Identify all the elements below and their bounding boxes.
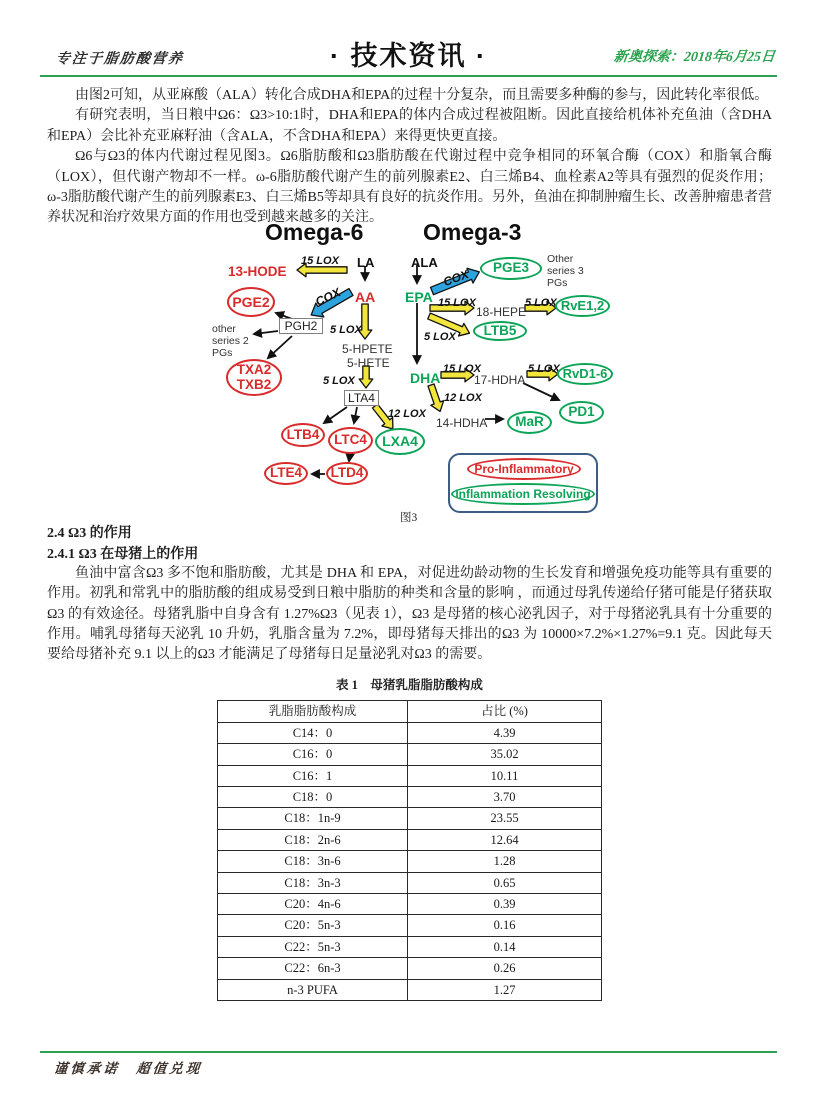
other-series2-line2: series 2 <box>212 334 249 347</box>
node-ltb5: LTB5 <box>473 321 527 341</box>
enzyme-5lox-icon: 5 LOX <box>323 374 355 387</box>
section-heading-2-4-1: 2.4.1 Ω3 在母猪上的作用 <box>47 546 199 562</box>
node-5-hete: 5-HETE <box>347 355 390 370</box>
table-cell: 3.70 <box>408 786 602 807</box>
figure-omega-pathways <box>195 217 635 522</box>
table-cell: 0.39 <box>408 893 602 914</box>
table-cell: C20：5n-3 <box>218 915 408 936</box>
table-cell: C18：3n-3 <box>218 872 408 893</box>
table-cell: C16：1 <box>218 765 408 786</box>
table-cell: C18：3n-6 <box>218 851 408 872</box>
table-caption: 表 1 母猪乳脂脂肪酸构成 <box>336 677 483 692</box>
table-row <box>218 722 602 743</box>
node-txa2: TXA2 <box>236 362 272 378</box>
node-lxa4: LXA4 <box>375 428 425 455</box>
table-cell: 10.11 <box>408 765 602 786</box>
paragraph-sow-milk: 鱼油中富含Ω3 多不饱和脂肪酸，尤其是 DHA 和 EPA，对促进幼龄动物的生长发育和增强免疫功能等具有重要的作用。初乳和常乳中的脂肪酸的组成易受到日粮中脂肪的种类和含量的影响 ，而通过母乳传递给仔猪可能是仔猪获取Ω3 的有效途径。母猪乳脂中自身含有 1.27%Ω3（见表 1），Ω3 是母猪的核心泌乳因子，对于母猪泌乳具有十分重要的作用。哺乳母猪每天泌乳 10 升奶，乳脂含量为 7.2%，即母猪每天排出的Ω3 为 10000×7.2%×1.27%=9.1 克。因此每天要给母猪补充 9.1 以上的Ω3 才能满足了母猪每日足量泌乳对Ω3 的需要。 <box>47 565 772 663</box>
table-cell: C18：2n-6 <box>218 829 408 850</box>
table-row <box>218 936 602 957</box>
node-dha: DHA <box>410 369 441 386</box>
node-txa2-txb2 <box>226 359 282 396</box>
node-other-series3 <box>547 253 584 289</box>
figure-caption: 图3 <box>400 511 418 524</box>
node-mar: MaR <box>507 411 552 434</box>
table-header-cell: 乳脂脂肪酸构成 <box>218 701 408 722</box>
footer-slogan: 谨慎承诺 超值兑现 <box>53 1061 204 1076</box>
enzyme-5lox-icon: 5 LOX <box>424 330 456 343</box>
node-pd1: PD1 <box>559 401 604 424</box>
figure-title-omega6: Omega-6 <box>265 218 364 245</box>
table-header-row <box>218 701 602 722</box>
table-cell: 12.64 <box>408 829 602 850</box>
table-row <box>218 786 602 807</box>
node-pge3: PGE3 <box>480 257 542 280</box>
enzyme-15lox-icon: 15 LOX <box>438 296 476 309</box>
other-series2-line3: PGs <box>212 346 233 359</box>
node-aa: AA <box>355 288 376 305</box>
table-cell: 0.16 <box>408 915 602 936</box>
page-header <box>40 0 777 77</box>
node-rve12: RvE1,2 <box>555 295 610 317</box>
paragraph-fish-oil: 有研究表明，当日粮中Ω6：Ω3>10:1时，DHA和EPA的体内合成过程被阻断。因此直接给机体补充鱼油（含DHA和EPA）会比补充亚麻籽油（含ALA，不含DHA和EPA）来得更快更直接。 <box>47 108 772 144</box>
header-date: 新奥探索：2018年6月25日 <box>613 50 776 65</box>
header-slogan: 专注于脂肪酸营养 <box>55 52 185 67</box>
other-series3-line1: Other <box>547 252 574 265</box>
table-cell: 4.39 <box>408 722 602 743</box>
other-series3-line2: series 3 <box>547 264 584 277</box>
enzyme-12lox-icon: 12 LOX <box>388 407 426 420</box>
enzyme-12lox-icon: 12 LOX <box>444 391 482 404</box>
table-cell: 35.02 <box>408 744 602 765</box>
table-cell: 0.65 <box>408 872 602 893</box>
node-ltc4: LTC4 <box>328 427 373 454</box>
table-cell: C20：4n-6 <box>218 893 408 914</box>
table-row <box>218 893 602 914</box>
table-row <box>218 979 602 1000</box>
other-series2-line1: other <box>212 322 236 335</box>
table-cell: C18：1n-9 <box>218 808 408 829</box>
node-txb2: TXB2 <box>236 377 272 393</box>
table-cell: 0.14 <box>408 936 602 957</box>
node-other-series2 <box>212 323 249 359</box>
figure-title-omega3: Omega-3 <box>423 218 522 245</box>
node-ala: ALA <box>411 254 438 270</box>
table-cell: C22：5n-3 <box>218 936 408 957</box>
node-rvd1-6: RvD1-6 <box>557 363 613 385</box>
legend-inflammation-resolving: Inflammation Resolving <box>451 483 595 505</box>
node-14-hdha: 14-HDHA <box>436 415 488 430</box>
table-cell: 0.26 <box>408 958 602 979</box>
paragraph-metabolism: Ω6与Ω3的体内代谢过程见图3。Ω6脂肪酸和Ω3脂肪酸在代谢过程中竞争相同的环氧合酶（COX）和脂氧合酶（LOX），但代谢产物却不一样。ω-6脂肪酸代谢产生的前列腺素E2、白三烯B4、血栓素A2等具有强烈的促炎作用；ω-3脂肪酸代谢产生的前列腺素E3、白三烯B5等却具有良好的抗炎作用。另外，鱼油在抑制肿瘤生长、改善肿瘤患者营养状况和治疗效果方面的作用也受到越来越多的关注。 <box>47 149 772 226</box>
legend-pro-inflammatory: Pro-Inflammatory <box>467 458 581 480</box>
enzyme-5lox-icon: 5 LOX <box>330 323 362 336</box>
section-heading-2-4: 2.4 Ω3 的作用 <box>47 525 132 541</box>
milk-fat-table <box>217 700 602 1001</box>
table-row <box>218 915 602 936</box>
enzyme-cox-icon: COX <box>313 285 343 309</box>
node-pge2: PGE2 <box>227 287 275 317</box>
table-cell: C16：0 <box>218 744 408 765</box>
table-cell: C18：0 <box>218 786 408 807</box>
node-18-hepe: 18-HEPE <box>476 304 527 319</box>
enzyme-5lox-icon: 5 LOX <box>525 296 557 309</box>
node-pgh2: PGH2 <box>279 318 323 334</box>
table-cell: C22：6n-3 <box>218 958 408 979</box>
page-title: · 技术资讯 · <box>330 41 487 71</box>
enzyme-15lox-icon: 15 LOX <box>301 254 339 267</box>
table-row <box>218 829 602 850</box>
node-13-hode: 13-HODE <box>228 263 287 279</box>
node-la: LA <box>357 254 375 270</box>
table-row <box>218 872 602 893</box>
table-row <box>218 744 602 765</box>
other-series3-line3: PGs <box>547 276 568 289</box>
table-row <box>218 808 602 829</box>
table-cell: C14：0 <box>218 722 408 743</box>
page-footer <box>40 1051 777 1078</box>
enzyme-15lox-icon: 15 LOX <box>443 362 481 375</box>
table-cell: 1.28 <box>408 851 602 872</box>
table-cell: n-3 PUFA <box>218 979 408 1000</box>
enzyme-5lox-icon: 5 LOX <box>528 362 560 375</box>
node-17-hdha: 17-HDHA <box>474 372 526 387</box>
enzyme-cox-icon: COX <box>441 266 471 289</box>
node-lte4: LTE4 <box>264 462 308 485</box>
node-lta4: LTA4 <box>344 390 379 406</box>
node-5-hpete: 5-HPETE <box>342 341 393 356</box>
node-ltb4: LTB4 <box>281 423 325 447</box>
table-cell: 1.27 <box>408 979 602 1000</box>
node-epa: EPA <box>405 288 433 305</box>
node-ltd4: LTD4 <box>326 462 368 485</box>
table-row <box>218 851 602 872</box>
body-text <box>47 86 772 1001</box>
table-row <box>218 958 602 979</box>
paragraph-ala-conversion: 由图2可知，从亚麻酸（ALA）转化合成DHA和EPA的过程十分复杂，而且需要多种酶的参与，因此转化率很低。 <box>75 88 769 103</box>
table-header-cell: 占比 (%) <box>408 701 602 722</box>
table-row <box>218 765 602 786</box>
table-cell: 23.55 <box>408 808 602 829</box>
